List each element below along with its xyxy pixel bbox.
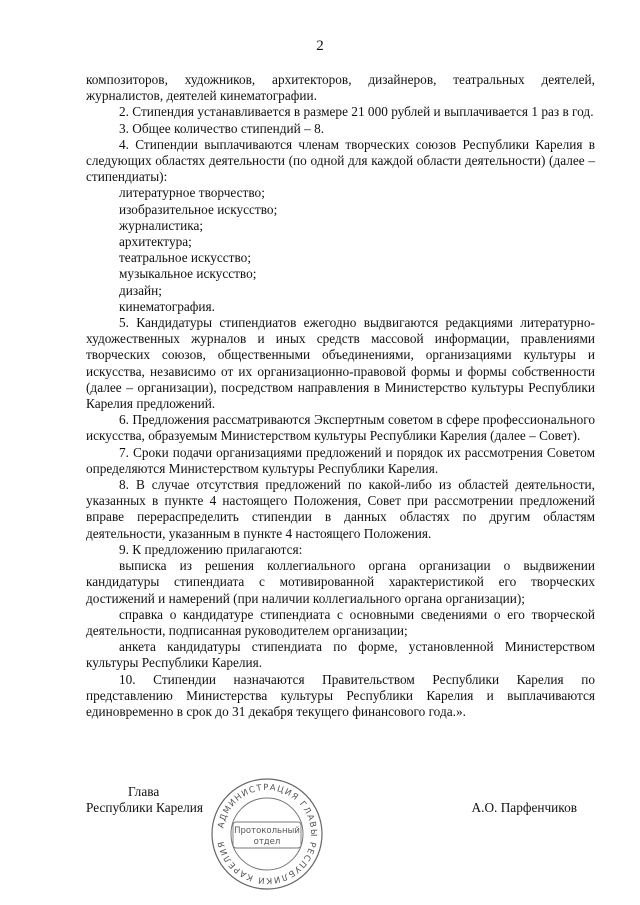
paragraph: выписка из решения коллегиального органа организации о выдвижении кандидатуры стипендиата с мотивированной характеристикой его творческих достижений и намерений (при наличии коллегиального органа организации); — [86, 558, 595, 606]
list-item: архитектура; — [119, 234, 192, 250]
document-body — [86, 72, 595, 720]
svg-text:АДМИНИСТРАЦИЯ ГЛАВЫ РЕСПУБЛИКИ: АДМИНИСТРАЦИЯ ГЛАВЫ РЕСПУБЛИКИ КАРЕЛИЯ — [216, 782, 319, 886]
paragraph: 9. К предложению прилагаются: — [119, 541, 303, 557]
list-item: дизайн; — [119, 282, 162, 298]
signature-block — [86, 776, 595, 886]
list-item: музыкальное искусство; — [119, 266, 257, 282]
list-item: литературное творчество; — [119, 185, 265, 201]
paragraph: справка о кандидатуре стипендиата с основными сведениями о его творческой деятельности, подписанная руководителем организации; — [86, 606, 595, 638]
stamp-center-line2: отдел — [253, 837, 281, 847]
signatory-name: А.О. Парфенчиков — [471, 800, 577, 815]
list-item: журналистика; — [119, 217, 204, 233]
paragraph: 10. Стипендии назначаются Правительством Республики Карелия по представлению Министерства культуры Республики Карелия и выплачиваются единовременно в срок до 31 декабря текущего финансового года.». — [86, 671, 595, 719]
page-number: 2 — [316, 38, 324, 54]
paragraph: 8. В случае отсутствия предложений по какой-либо из областей деятельности, указанных в пункте 4 настоящего Положения, Совет при рассмотрении предложений вправе перераспределить стипендии в данных областях по другим областям деятельности, указанным в пункте 4 настоящего Положения. — [86, 477, 595, 541]
official-stamp-seal — [209, 776, 325, 892]
paragraph: 2. Стипендия устанавливается в размере 21 000 рублей и выплачивается 1 раз в год. — [119, 104, 594, 120]
paragraph: анкета кандидатуры стипендиата по форме, установленной Министерством культуры Республики Карелия. — [86, 639, 595, 671]
paragraph: 3. Общее количество стипендий – 8. — [119, 120, 325, 136]
list-item: изобразительное искусство; — [119, 201, 278, 217]
paragraph: 5. Кандидатуры стипендиатов ежегодно выдвигаются редакциями литературно-художественных журналов и иных средств массовой информации, правлениями творческих союзов, общественными объединениями, организациями культуры и искусства, независимо от их организационно-правовой формы и формы собственности (далее – организации), посредством направления в Министерство культуры Республики Карелия предложений. — [86, 315, 595, 412]
list-item: кинематография. — [119, 298, 215, 314]
signatory-title-line2: Республики Карелия — [86, 800, 204, 815]
signatory-title-line1: Глава — [128, 784, 160, 799]
paragraph: 7. Сроки подачи организациями предложений и порядок их рассмотрения Советом определяются Министерством культуры Республики Карелия. — [86, 444, 595, 476]
paragraph: 6. Предложения рассматриваются Экспертным советом в сфере профессионального искусства, образуемым Министерством культуры Республики Карелия (далее – Совет). — [86, 412, 595, 444]
paragraph: композиторов, художников, архитекторов, дизайнеров, театральных деятелей, журналистов, деятелей кинематографии. — [86, 72, 595, 104]
stamp-center-line1: Протокольный — [234, 826, 300, 836]
list-item: театральное искусство; — [119, 250, 252, 266]
paragraph: 4. Стипендии выплачиваются членам творческих союзов Республики Карелия в следующих областях деятельности (по одной для каждой области деятельности) (далее – стипендиаты): — [86, 136, 595, 185]
